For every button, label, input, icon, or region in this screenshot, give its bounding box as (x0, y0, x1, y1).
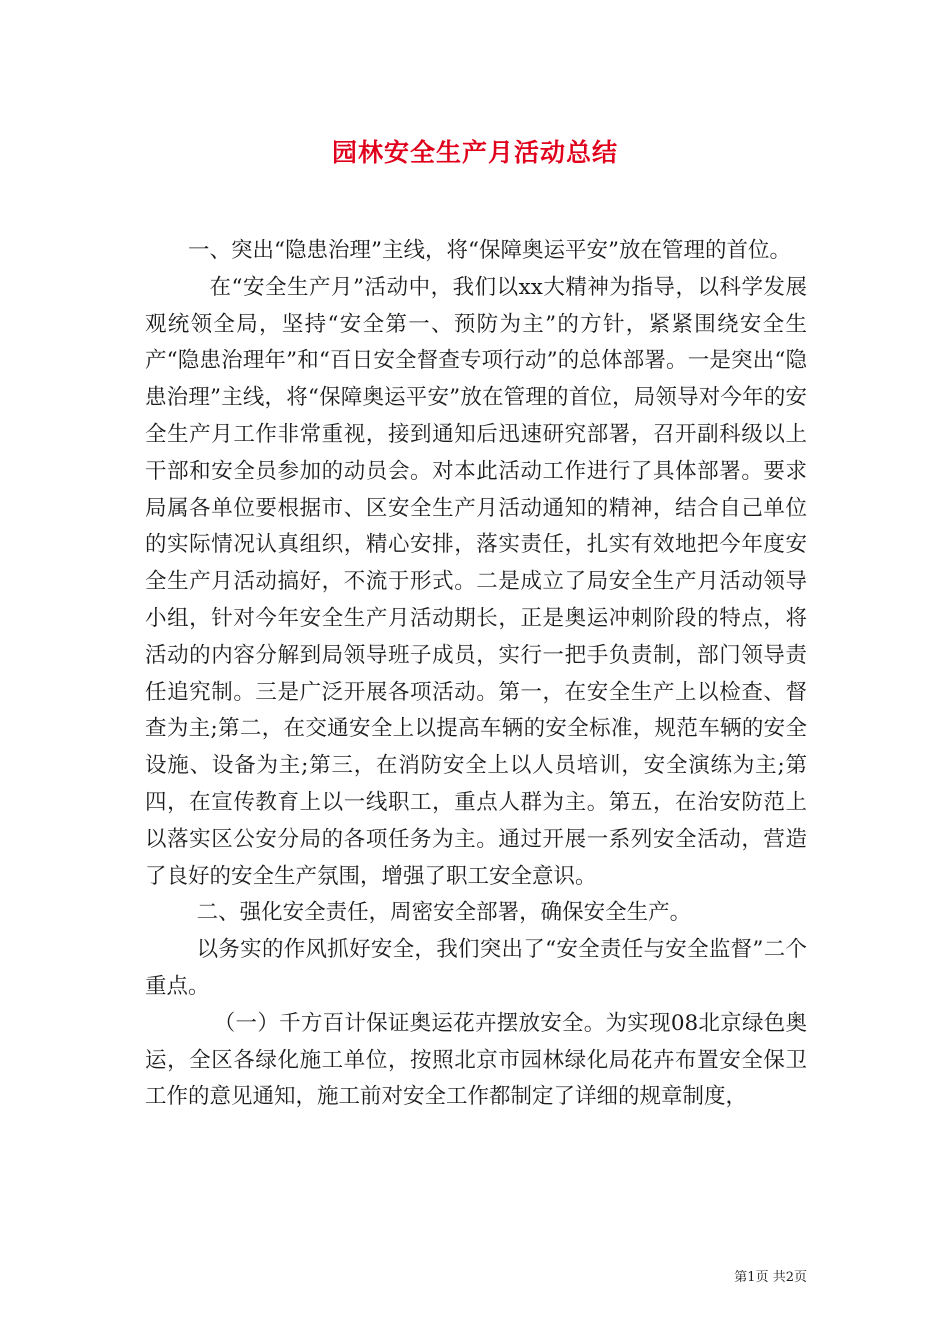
footer-suffix: 页 (793, 1270, 807, 1285)
page-number-footer (734, 1266, 807, 1285)
section-heading-2: 二、强化安全责任，周密安全部署，确保安全生产。 (196, 900, 692, 926)
document-body (145, 233, 807, 1116)
section-heading-1: 一、突出“隐患治理”主线，将“保障奥运平安”放在管理的首位。 (188, 238, 791, 263)
footer-middle: 页 共 (755, 1270, 786, 1285)
paragraph-2: 以务实的作风抓好安全，我们突出了“安全责任与安全监督”二个重点。 (145, 937, 807, 999)
footer-prefix: 第 (734, 1270, 748, 1285)
paragraph-3: （一）千方百计保证奥运花卉摆放安全。为实现08北京绿色奥运，全区各绿化施工单位，按照北京市园林绿化局花卉布置安全保卫工作的意见通知，施工前对安全工作都制定了详细的规章制度， (145, 1010, 807, 1110)
footer-current-page: 1 (747, 1270, 756, 1285)
paragraph-1: 在“安全生产月”活动中，我们以xx大精神为指导，以科学发展观统领全局，坚持“安全第一、预防为主”的方针，紧紧围绕安全生产“隐患治理年”和“百日安全督查专项行动”的总体部署。一是突出“隐患治理”主线，将“保障奥运平安”放在管理的首位，局领导对今年的安全生产月工作非常重视，接到通知后迅速研究部署，召开副科级以上干部和安全员参加的动员会。对本此活动工作进行了具体部署。要求局属各单位要根据市、区安全生产月活动通知的精神，结合自己单位的实际情况认真组织，精心安排，落实责任，扎实有效地把今年度安全生产月活动搞好，不流于形式。二是成立了局安全生产月活动领导小组，针对今年安全生产月活动期长，正是奥运冲刺阶段的特点，将活动的内容分解到局领导班子成员，实行一把手负责制，部门领导责任追究制。三是广泛开展各项活动。第一，在安全生产上以检查、督查为主;第二，在交通安全上以提高车辆的安全标准，规范车辆的安全设施、设备为主;第三，在消防安全上以人员培训，安全演练为主;第四，在宣传教育上以一线职工，重点人群为主。第五，在治安防范上以落实区公安分局的各项任务为主。通过开展一系列安全活动，营造了良好的安全生产氛围，增强了职工安全意识。 (145, 274, 807, 889)
document-title: 园林安全生产月活动总结 (331, 138, 618, 167)
footer-total-pages: 2 (785, 1270, 794, 1285)
